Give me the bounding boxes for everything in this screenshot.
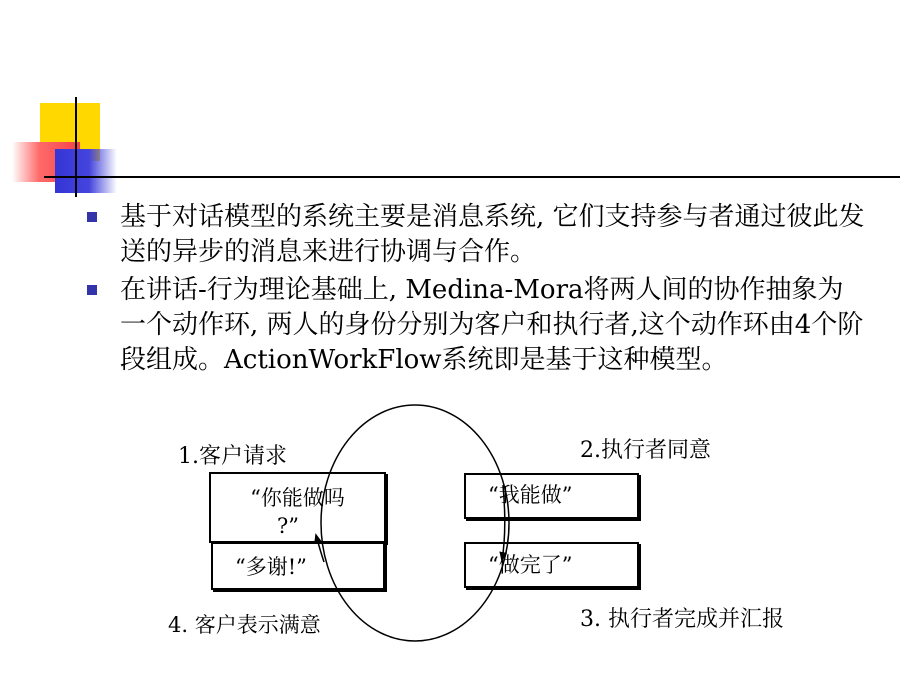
bullet-list — [87, 200, 867, 381]
decor-blue-square — [55, 149, 117, 193]
bullet-text: 基于对话模型的系统主要是消息系统, 它们支持参与者通过彼此发送的异步的消息来进行协调与合作。 — [120, 202, 865, 267]
square-bullet-icon — [87, 212, 97, 222]
agree-text: “我能做” — [488, 483, 573, 507]
done-text: “做完了” — [488, 553, 573, 577]
thanks-box — [211, 542, 385, 590]
bullet-text: 在讲话-行为理论基础上, Medina-Mora将两人间的协作抽象为一个动作环, 两人的身份分别为客户和执行者,这个动作环由4个阶段组成。ActionWorkFlow系统即是基于这种模型。 — [120, 275, 864, 375]
decor-vertical-line — [75, 97, 77, 197]
bullet-item — [87, 273, 867, 378]
thanks-text: “多谢!” — [235, 555, 307, 579]
request-text-line1: “你能做吗 — [250, 486, 345, 510]
bullet-item — [87, 200, 867, 270]
square-bullet-icon — [87, 285, 97, 295]
stage-2-label: 2.执行者同意 — [580, 438, 711, 463]
stage-3-label: 3. 执行者完成并汇报 — [580, 607, 784, 632]
done-box — [464, 542, 639, 588]
agree-box — [464, 473, 639, 519]
request-text-line2: ?” — [277, 514, 299, 538]
request-box — [209, 472, 386, 543]
stage-4-label: 4. 客户表示满意 — [168, 613, 321, 637]
stage-1-label: 1.客户请求 — [178, 444, 287, 469]
title-underline — [44, 176, 900, 178]
